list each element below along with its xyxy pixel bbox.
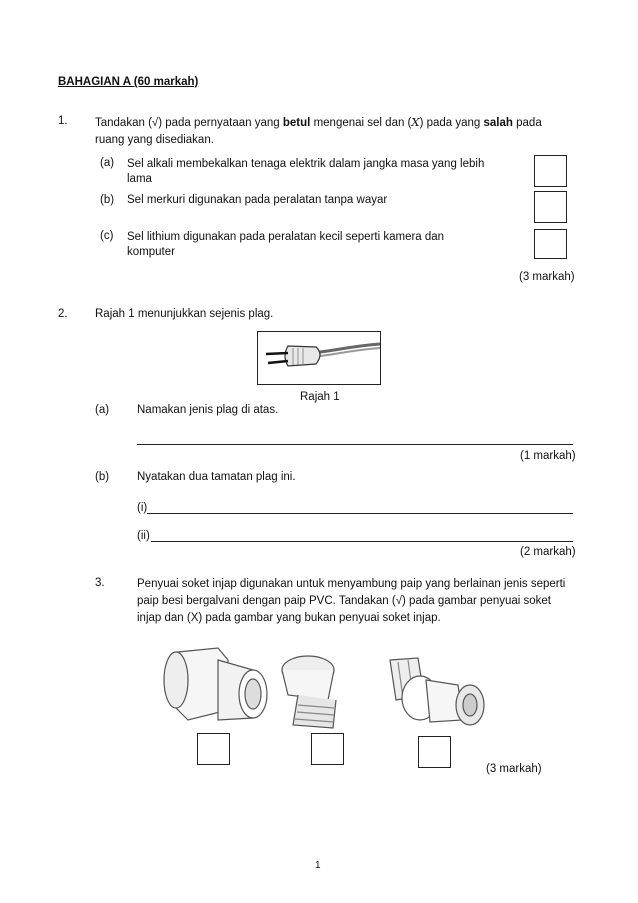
q1-stem-part: pada <box>512 117 542 129</box>
q1-marks: (3 markah) <box>519 271 575 283</box>
figure-1-caption: Rajah 1 <box>300 391 340 403</box>
question-2-stem: Rajah 1 menunjukkan sejenis plag. <box>95 308 274 320</box>
q3-marks: (3 markah) <box>486 763 542 775</box>
q3-line3: injap dan (X) pada gambar yang bukan penyuai soket injap. <box>137 612 441 624</box>
q1-stem-part: mengenai sel dan ( <box>310 117 412 129</box>
fitting-1-image <box>164 648 267 720</box>
q2b-text: Nyatakan dua tamatan plag ini. <box>137 471 296 483</box>
plug-illustration <box>258 332 380 384</box>
question-3-stem <box>137 576 587 627</box>
q3-answer-box-3[interactable] <box>418 736 451 768</box>
q1-stem-line2: ruang yang disediakan. <box>95 134 214 146</box>
q1-item-c-text <box>127 230 517 260</box>
question-1-stem <box>95 114 575 149</box>
q2b-i-label: (i) <box>137 502 148 514</box>
question-3-number: 3. <box>95 577 105 589</box>
q3-answer-box-1[interactable] <box>197 733 230 765</box>
q2b-i-answer-line[interactable] <box>147 513 573 514</box>
page-number: 1 <box>315 860 321 871</box>
q2b-marks: (2 markah) <box>520 546 576 558</box>
question-1-number: 1. <box>58 115 68 127</box>
q1-stem-x: X <box>411 115 420 129</box>
q2b-ii-label: (ii) <box>137 530 150 542</box>
q1-item-a-line1: Sel alkali membekalkan tenaga elektrik dalam jangka masa yang lebih <box>127 158 485 170</box>
q2a-label: (a) <box>95 404 110 416</box>
q2b-label: (b) <box>95 471 110 483</box>
q1-item-c-label: (c) <box>100 230 114 242</box>
question-2-number: 2. <box>58 308 68 320</box>
fitting-2-image <box>282 656 336 728</box>
q1-stem-bold-betul: betul <box>282 117 311 129</box>
socket-fittings-illustration <box>158 640 518 730</box>
q1-item-c-line2: komputer <box>127 246 175 258</box>
q1-item-b-label: (b) <box>100 194 115 206</box>
q1-answer-box-a[interactable] <box>534 155 567 187</box>
q1-item-a-text <box>127 157 517 187</box>
q3-answer-box-2[interactable] <box>311 733 344 765</box>
q1-stem-part: Tandakan (√) pada pernyataan yang <box>95 117 283 129</box>
q2b-ii-answer-line[interactable] <box>151 541 573 542</box>
q2a-marks: (1 markah) <box>520 450 576 462</box>
fitting-3-image <box>390 658 484 725</box>
q1-item-a-line2: lama <box>127 173 152 185</box>
q1-item-c-line1: Sel lithium digunakan pada peralatan kecil seperti kamera dan <box>127 231 445 243</box>
q1-answer-box-c[interactable] <box>534 229 567 259</box>
q1-answer-box-b[interactable] <box>534 191 567 223</box>
q3-line2: paip besi bergalvani dengan paip PVC. Tandakan (√) pada gambar penyuai soket <box>137 595 551 607</box>
q1-item-a-label: (a) <box>100 157 115 169</box>
q1-item-b-text: Sel merkuri digunakan pada peralatan tanpa wayar <box>127 194 388 206</box>
figure-1-plug <box>257 331 381 385</box>
q3-line1: Penyuai soket injap digunakan untuk menyambung paip yang berlainan jenis seperti <box>137 578 566 590</box>
q1-stem-bold-salah: salah <box>483 117 513 129</box>
q2a-answer-line[interactable] <box>137 444 573 445</box>
q1-stem-part: ) pada yang <box>419 117 484 129</box>
q2a-text: Namakan jenis plag di atas. <box>137 404 279 416</box>
section-heading: BAHAGIAN A (60 markah) <box>58 76 199 88</box>
